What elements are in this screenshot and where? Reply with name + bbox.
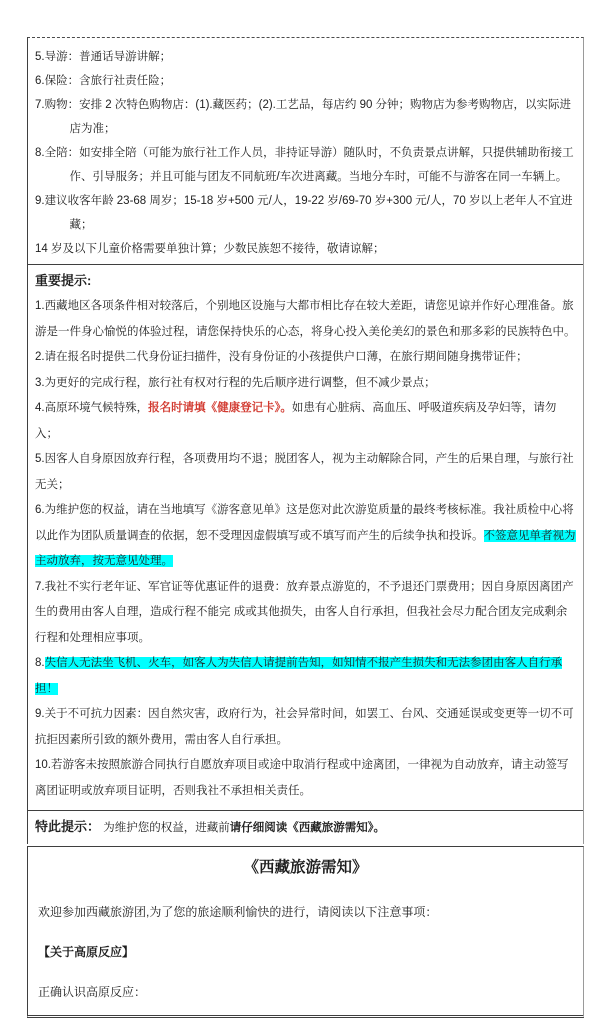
important-notice-body (35, 294, 576, 804)
section-special-notice (28, 811, 583, 844)
important-item-7: 7.我社不实行老年证、军官证等优惠证件的退费：放弃景点游览的，不予退还门票费用；因自身原因离团产生的费用由客人自理，造成行程不能完 成或其他损失，由客人自行承担，但我社会尽力配合团友完成剩余行程和处理相应事项。 (35, 580, 574, 644)
package-item-insurance: 6.保险：含旅行社责任险； (35, 75, 172, 87)
important-item-8: 8.失信人无法坐飞机、火车，如客人为失信人请提前告知，如知情不报产生损失和无法参团由客人自行承担！ (35, 657, 563, 695)
section-travel-notice (27, 846, 584, 1018)
package-item-age-children: 14 岁及以下儿童价格需要单独计算；少数民族恕不接待，敬请谅解； (35, 243, 385, 255)
package-item-age: 9.建议收客年龄 23-68 周岁；15-18 岁+500 元/人，19-22 岁/69-70 岁+300 元/人，70 岁以上老年人不宜进藏； (35, 195, 573, 231)
welcome-line: 欢迎参加西藏旅游团,为了您的旅途顺利愉快的进行，请阅读以下注意事项： (38, 905, 438, 919)
important-item-2: 2.请在报名时提供二代身份证扫描件，没有身份证的小孩提供户口薄，在旅行期间随身携带证件； (35, 351, 528, 363)
important-item-9: 9.关于不可抗力因素：因自然灾害，政府行为，社会异常时间，如罢工、台风、交通延误或变更等一切不可抗拒因素所引致的额外费用，需由客人自行承担。 (35, 708, 574, 746)
altitude-intro-line: 正确认识高原反应： (38, 985, 147, 999)
important-item-6: 6.为维护您的权益，请在当地填写《游客意见单》这是您对此次游览质量的最终考核标准。我社质检中心将以此作为团队质量调查的依据，恕不受理因虚假填写或不填写而产生的后续争执和投诉。不签意见单者视为主动放弃，按无意见处理。 (35, 504, 576, 567)
altitude-section-heading: 【关于高原反应】 (38, 945, 135, 959)
package-item-escort: 8.全陪：如安排全陪（可能为旅行社工作人员，非持证导游）随队时，不负责景点讲解，只提供辅助衔接工作、引导服务；并且可能与团友不同航班/车次进离藏。当地分车时，可能不与游客在同一车辆上。 (35, 147, 574, 183)
section-important-notice (28, 265, 583, 811)
important-item-5: 5.因客人自身原因放弃行程，各项费用均不退；脱团客人，视为主动解除合同，产生的后果自理，与旅行社无关； (35, 453, 574, 491)
terms-table (27, 37, 584, 844)
important-notice-heading: 重要提示: (35, 273, 92, 288)
package-item-guide: 5.导游：普通话导游讲解； (35, 51, 172, 63)
travel-notice-title: 《西藏旅游需知》 (243, 859, 368, 876)
important-item-4: 4.高原环境气候特殊，报名时请填《健康登记卡》。如患有心脏病、高血压、呼吸道疾病及孕妇等，请勿入； (35, 402, 557, 440)
important-item-3: 3.为更好的完成行程，旅行社有权对行程的先后顺序进行调整，但不减少景点； (35, 376, 436, 389)
important-item-10: 10.若游客未按照旅游合同执行自愿放弃项目或途中取消行程或中途离团，一律视为自动放弃，请主动签写离团证明或放弃项目证明，否则我社不承担相关责任。 (35, 759, 569, 797)
terms-document (27, 37, 584, 1018)
special-notice-line: 特此提示： 为维护您的权益，进藏前请仔细阅读《西藏旅游需知》。 (35, 819, 385, 834)
important-item-1: 1.西藏地区各项条件相对较落后，个别地区设施与大都市相比存在较大差距，请您见谅并作好心理准备。旅游是一件身心愉悦的体验过程，请您保持快乐的心态，将身心投入美伦美幻的景色和那多彩的民族特色中。 (35, 300, 576, 338)
section-package-details (28, 38, 583, 265)
package-item-shopping: 7.购物：安排 2 次特色购物店：(1).藏医药；(2).工艺品，每店约 90 分钟；购物店为参考购物店，以实际进店为准； (35, 99, 572, 135)
